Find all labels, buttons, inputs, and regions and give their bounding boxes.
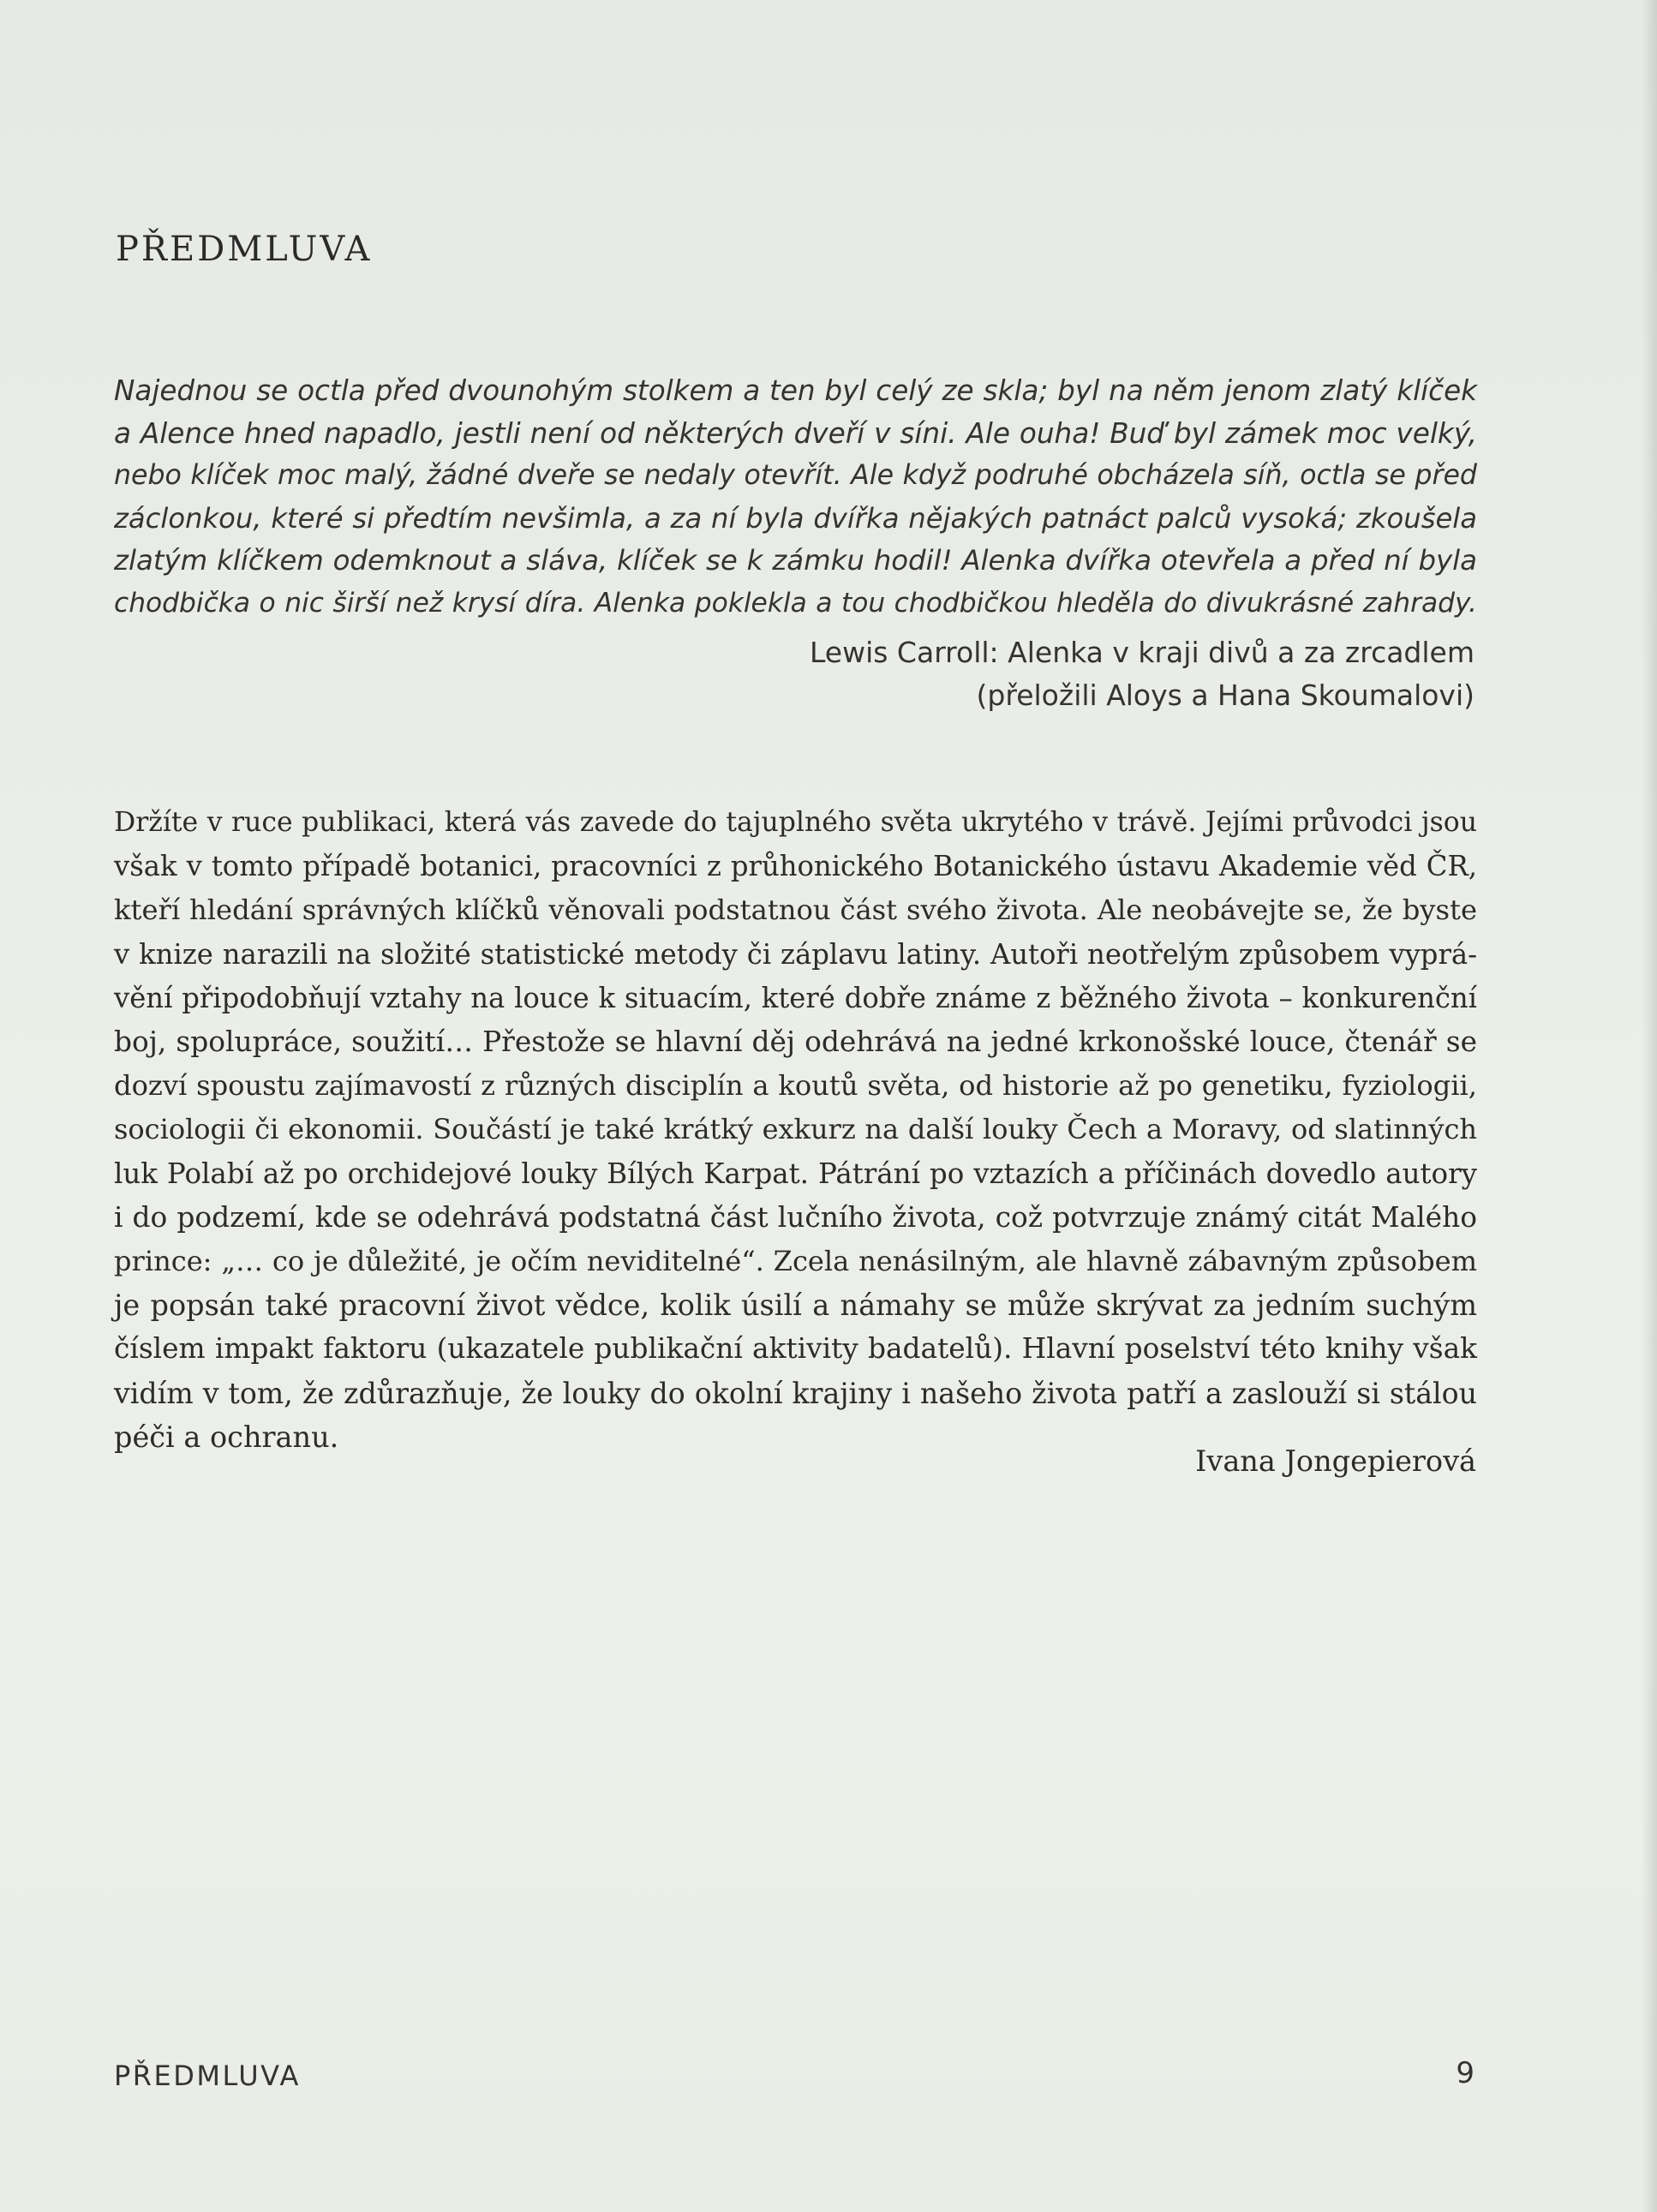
body-line: dozví spoustu zajímavostí z různých disciplín a koutů světa, od historie až po genetiku, fyziologii, [114,1069,1477,1103]
epigraph-line: zlatým klíčkem odemknout a sláva, klíček se k zámku hodil! Alenka dvířka otevřela a před ní byla [114,544,1477,577]
body-line: luk Polabí až po orchidejové louky Bílých Karpat. Pátrání po vztazích a příčinách dovedlo autory [114,1157,1477,1190]
footer-running-title: PŘEDMLUVA [114,2060,301,2092]
epigraph-line: Najednou se octla před dvounohým stolkem a ten byl celý ze skla; byl na něm jenom zlatý klíček [114,374,1477,407]
body-line: číslem impakt faktoru (ukazatele publikační aktivity badatelů). Hlavní poselství této knihy však [114,1332,1477,1366]
epigraph-line: nebo klíček moc malý, žádné dveře se nedaly otevřít. Ale když podruhé obcházela síň, octla se před [114,460,1477,491]
page-number: 9 [1456,2056,1475,2090]
body-line: však v tomto případě botanici, pracovníci z průhonického Botanického ústavu Akademie věd ČR, [114,850,1477,883]
body-line: je popsán také pracovní život vědce, kolik úsilí a námahy se může skrývat za jedním suchým [114,1288,1477,1323]
epigraph-line: a Alence hned napadlo, jestli není od některých dveří v síni. Ale ouha! Buď byl zámek moc velký, [114,416,1477,450]
epigraph-line: chodbička o nic širší než krysí díra. Alenka poklekla a tou chodbičkou hleděla do divukrásné zahrady. [114,587,1477,619]
body-line: vění připodobňují vztahy na louce k situacím, které dobře známe z běžného života – konkurenční [114,981,1477,1014]
epigraph-attribution [810,631,1475,717]
body-line: v knize narazili na složité statistické metody či záplavu latiny. Autoři neotřelým způsobem vyprá- [114,937,1477,971]
attribution-translators: (přeložili Aloys a Hana Skoumalovi) [976,679,1475,712]
body-line: péči a ochranu. [114,1420,339,1454]
page-edge-shadow [1642,0,1657,2212]
epigraph-line: záclonkou, které si předtím nevšimla, a za ní byla dvířka nějakých patnáct palců vysoká; zkoušela [114,501,1477,535]
body-line: Držíte v ruce publikaci, která vás zavede do tajuplného světa ukrytého v trávě. Jejími průvodci jsou [114,807,1477,838]
epigraph [114,370,1477,625]
body-line: vidím v tom, že zdůrazňuje, že louky do okolní krajiny i našeho života patří a zaslouží si stálou [114,1376,1477,1410]
body-line: boj, spolupráce, soužití… Přestože se hlavní děj odehrává na jedné krkonošské louce, čtenář se [114,1025,1477,1059]
body-line: i do podzemí, kde se odehrává podstatná část lučního života, což potvrzuje známý citát Malého [114,1200,1477,1234]
body-line: sociologii či ekonomii. Součástí je také krátký exkurz na další louky Čech a Moravy, od slatinných [114,1113,1477,1146]
attribution-source: Lewis Carroll: Alenka v kraji divů a za zrcadlem [809,636,1475,669]
preface-body [114,801,1477,1459]
chapter-title: PŘEDMLUVA [116,230,373,269]
body-line: kteří hledání správných klíčků věnovali podstatnou část svého života. Ale neobávejte se, že byste [114,894,1477,927]
body-line: prince: „… co je důležité, je očím neviditelné“. Zcela nenásilným, ale hlavně zábavným způsobem [114,1245,1477,1278]
preface-signature: Ivana Jongepierová [1195,1444,1476,1478]
